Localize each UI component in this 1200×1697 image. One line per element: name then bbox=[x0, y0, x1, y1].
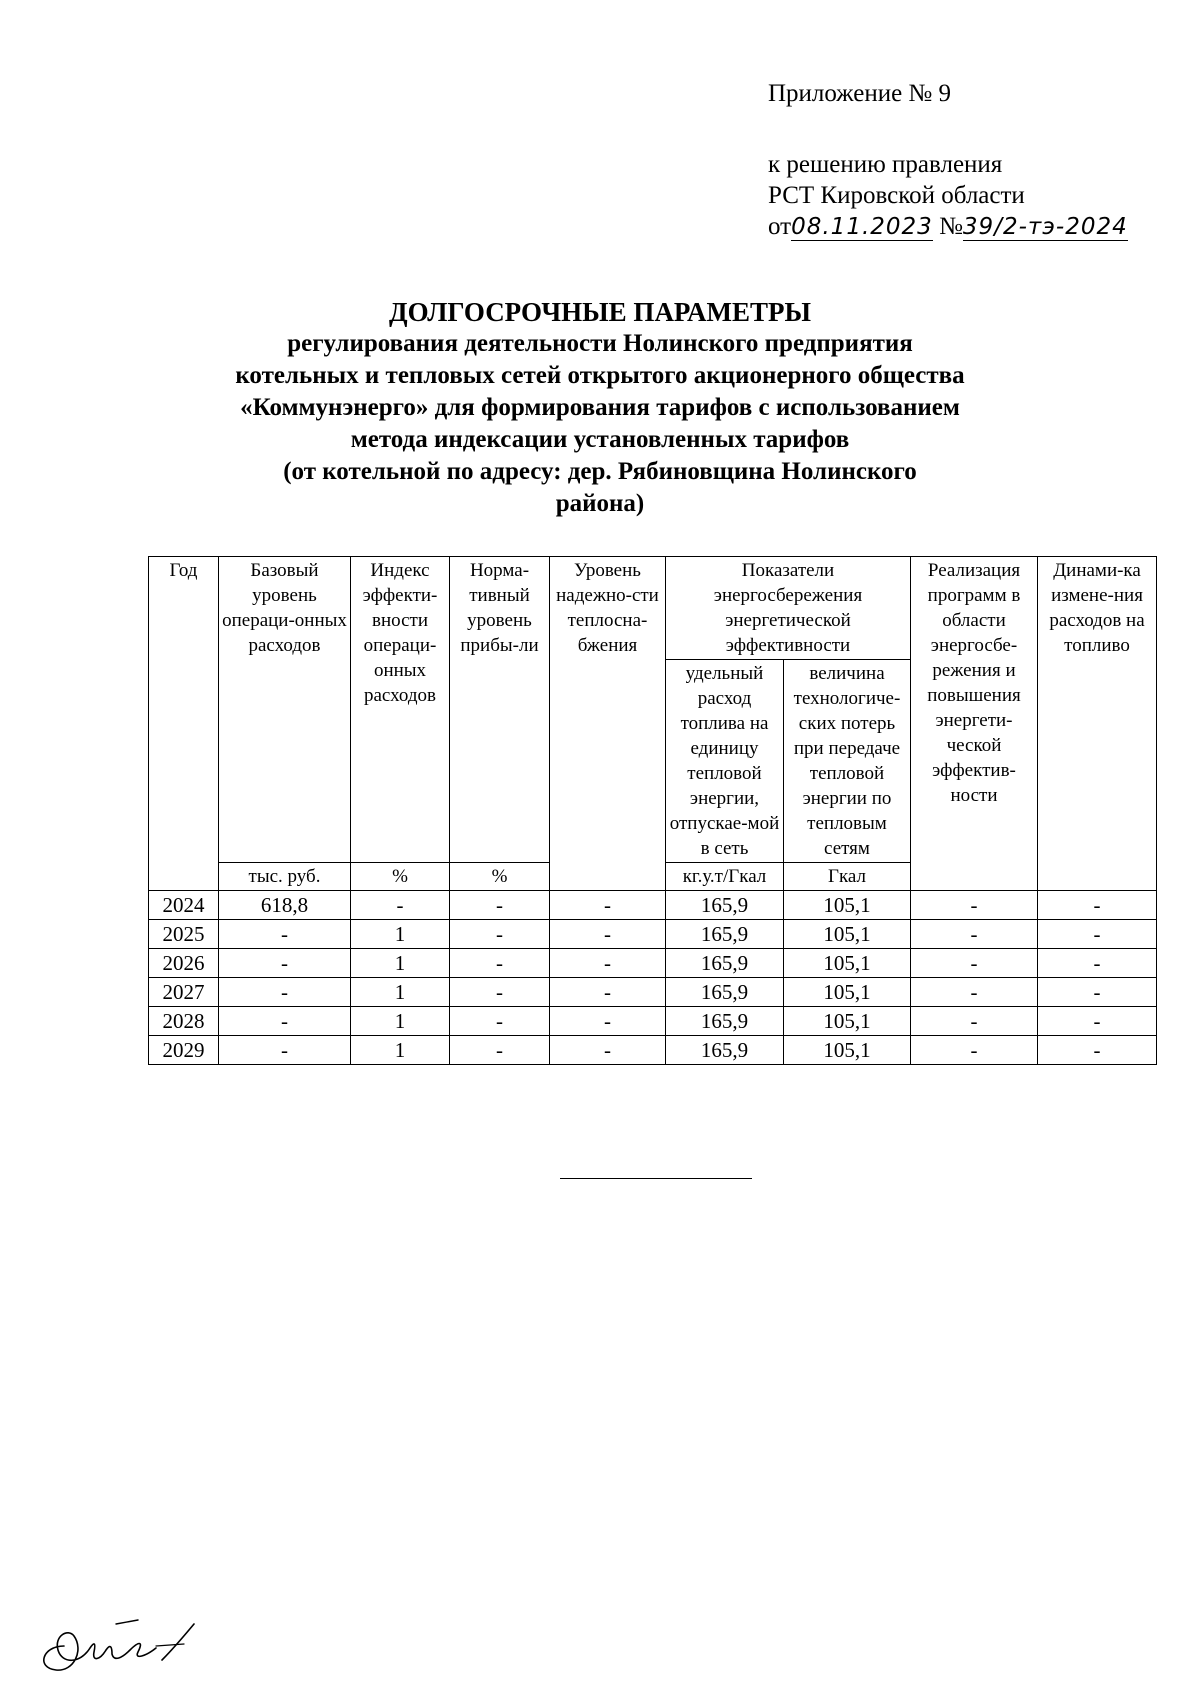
cell-reliability: - bbox=[550, 949, 666, 978]
unit-losses: Гкал bbox=[784, 863, 911, 891]
cell-fuel-rate: 165,9 bbox=[666, 949, 784, 978]
table-row bbox=[149, 949, 1157, 978]
cell-base-level: - bbox=[219, 1007, 351, 1036]
cell-base-level: 618,8 bbox=[219, 891, 351, 920]
annex-number-label: № bbox=[939, 213, 963, 240]
cell-base-level: - bbox=[219, 1036, 351, 1065]
cell-base-level: - bbox=[219, 978, 351, 1007]
cell-fuel-dynamics: - bbox=[1038, 920, 1157, 949]
cell-efficiency-index: 1 bbox=[351, 1007, 450, 1036]
annex-decision-number: 39/2-тэ-2024 bbox=[962, 214, 1128, 240]
document-title bbox=[150, 296, 1050, 520]
title-line-1: регулирования деятельности Нолинского предприятия bbox=[287, 330, 913, 357]
header-profit-level: Норма-тивный уровень прибы-ли bbox=[450, 557, 550, 863]
cell-losses: 105,1 bbox=[784, 1036, 911, 1065]
cell-fuel-rate: 165,9 bbox=[666, 891, 784, 920]
header-base-level: Базовый уровень операци-онных расходов bbox=[219, 557, 351, 863]
annex-decision: к решению правления bbox=[768, 151, 1003, 178]
cell-base-level: - bbox=[219, 949, 351, 978]
cell-reliability: - bbox=[550, 1007, 666, 1036]
cell-year: 2028 bbox=[149, 1007, 219, 1036]
cell-fuel-rate: 165,9 bbox=[666, 1007, 784, 1036]
signature-icon bbox=[34, 1606, 214, 1676]
cell-losses: 105,1 bbox=[784, 978, 911, 1007]
cell-profit-level: - bbox=[450, 1036, 550, 1065]
cell-programs: - bbox=[911, 949, 1038, 978]
cell-profit-level: - bbox=[450, 1007, 550, 1036]
header-efficiency-index: Индекс эффекти-вности операци-онных расходов bbox=[351, 557, 450, 863]
table-row bbox=[149, 891, 1157, 920]
cell-programs: - bbox=[911, 978, 1038, 1007]
cell-losses: 105,1 bbox=[784, 920, 911, 949]
annex-block bbox=[768, 78, 1128, 243]
cell-reliability: - bbox=[550, 978, 666, 1007]
table-row bbox=[149, 1036, 1157, 1065]
cell-fuel-dynamics: - bbox=[1038, 891, 1157, 920]
header-row-1 bbox=[149, 557, 1157, 660]
title-line-2: котельных и тепловых сетей открытого акционерного общества bbox=[235, 362, 965, 389]
table-row bbox=[149, 920, 1157, 949]
cell-efficiency-index: - bbox=[351, 891, 450, 920]
cell-fuel-dynamics: - bbox=[1038, 1007, 1157, 1036]
cell-programs: - bbox=[911, 1007, 1038, 1036]
cell-year: 2027 bbox=[149, 978, 219, 1007]
cell-efficiency-index: 1 bbox=[351, 920, 450, 949]
unit-efficiency-index: % bbox=[351, 863, 450, 891]
cell-profit-level: - bbox=[450, 920, 550, 949]
unit-base-level: тыс. руб. bbox=[219, 863, 351, 891]
unit-fuel-rate: кг.у.т/Гкал bbox=[666, 863, 784, 891]
cell-fuel-dynamics: - bbox=[1038, 978, 1157, 1007]
title-main: ДОЛГОСРОЧНЫЕ ПАРАМЕТРЫ bbox=[389, 297, 811, 327]
header-fuel-dynamics: Динами-ка измене-ния расходов на топливо bbox=[1038, 557, 1157, 891]
cell-profit-level: - bbox=[450, 978, 550, 1007]
annex-from-label: от bbox=[768, 213, 792, 240]
closing-rule bbox=[560, 1178, 752, 1179]
cell-efficiency-index: 1 bbox=[351, 1036, 450, 1065]
cell-losses: 105,1 bbox=[784, 949, 911, 978]
cell-efficiency-index: 1 bbox=[351, 949, 450, 978]
table-row bbox=[149, 1007, 1157, 1036]
header-energy-saving: Показатели энергосбережения энергетической эффективности bbox=[666, 557, 911, 660]
cell-reliability: - bbox=[550, 1036, 666, 1065]
cell-fuel-rate: 165,9 bbox=[666, 920, 784, 949]
cell-year: 2025 bbox=[149, 920, 219, 949]
cell-efficiency-index: 1 bbox=[351, 978, 450, 1007]
header-year: Год bbox=[149, 557, 219, 891]
header-reliability: Уровень надежно-сти теплосна-бжения bbox=[550, 557, 666, 891]
cell-fuel-dynamics: - bbox=[1038, 949, 1157, 978]
cell-programs: - bbox=[911, 891, 1038, 920]
unit-profit-level: % bbox=[450, 863, 550, 891]
cell-losses: 105,1 bbox=[784, 891, 911, 920]
title-line-4: метода индексации установленных тарифов bbox=[350, 426, 850, 453]
parameters-table bbox=[148, 556, 1157, 1065]
cell-base-level: - bbox=[219, 920, 351, 949]
cell-reliability: - bbox=[550, 920, 666, 949]
header-fuel-rate: удельный расход топлива на единицу тепловой энергии, отпускае-мой в сеть bbox=[666, 660, 784, 863]
cell-fuel-dynamics: - bbox=[1038, 1036, 1157, 1065]
cell-year: 2026 bbox=[149, 949, 219, 978]
cell-losses: 105,1 bbox=[784, 1007, 911, 1036]
cell-programs: - bbox=[911, 1036, 1038, 1065]
title-line-5: (от котельной по адресу: дер. Рябиновщина Нолинского bbox=[283, 458, 917, 485]
cell-reliability: - bbox=[550, 891, 666, 920]
annex-date: 08.11.2023 bbox=[791, 214, 933, 240]
annex-authority: РСТ Кировской области bbox=[768, 182, 1025, 209]
annex-number: Приложение № 9 bbox=[768, 80, 952, 107]
cell-fuel-rate: 165,9 bbox=[666, 978, 784, 1007]
cell-year: 2024 bbox=[149, 891, 219, 920]
header-losses: величина технологиче-ских потерь при передаче тепловой энергии по тепловым сетям bbox=[784, 660, 911, 863]
cell-profit-level: - bbox=[450, 891, 550, 920]
cell-year: 2029 bbox=[149, 1036, 219, 1065]
title-line-3: «Коммунэнерго» для формирования тарифов с использованием bbox=[240, 394, 960, 421]
cell-fuel-rate: 165,9 bbox=[666, 1036, 784, 1065]
annex-date-line bbox=[768, 211, 1128, 243]
title-line-6: района) bbox=[555, 490, 645, 517]
table-row bbox=[149, 978, 1157, 1007]
cell-profit-level: - bbox=[450, 949, 550, 978]
cell-programs: - bbox=[911, 920, 1038, 949]
header-programs: Реализация программ в области энергосбе-режения и повышения энергети-ческой эффектив-ности bbox=[911, 557, 1038, 891]
